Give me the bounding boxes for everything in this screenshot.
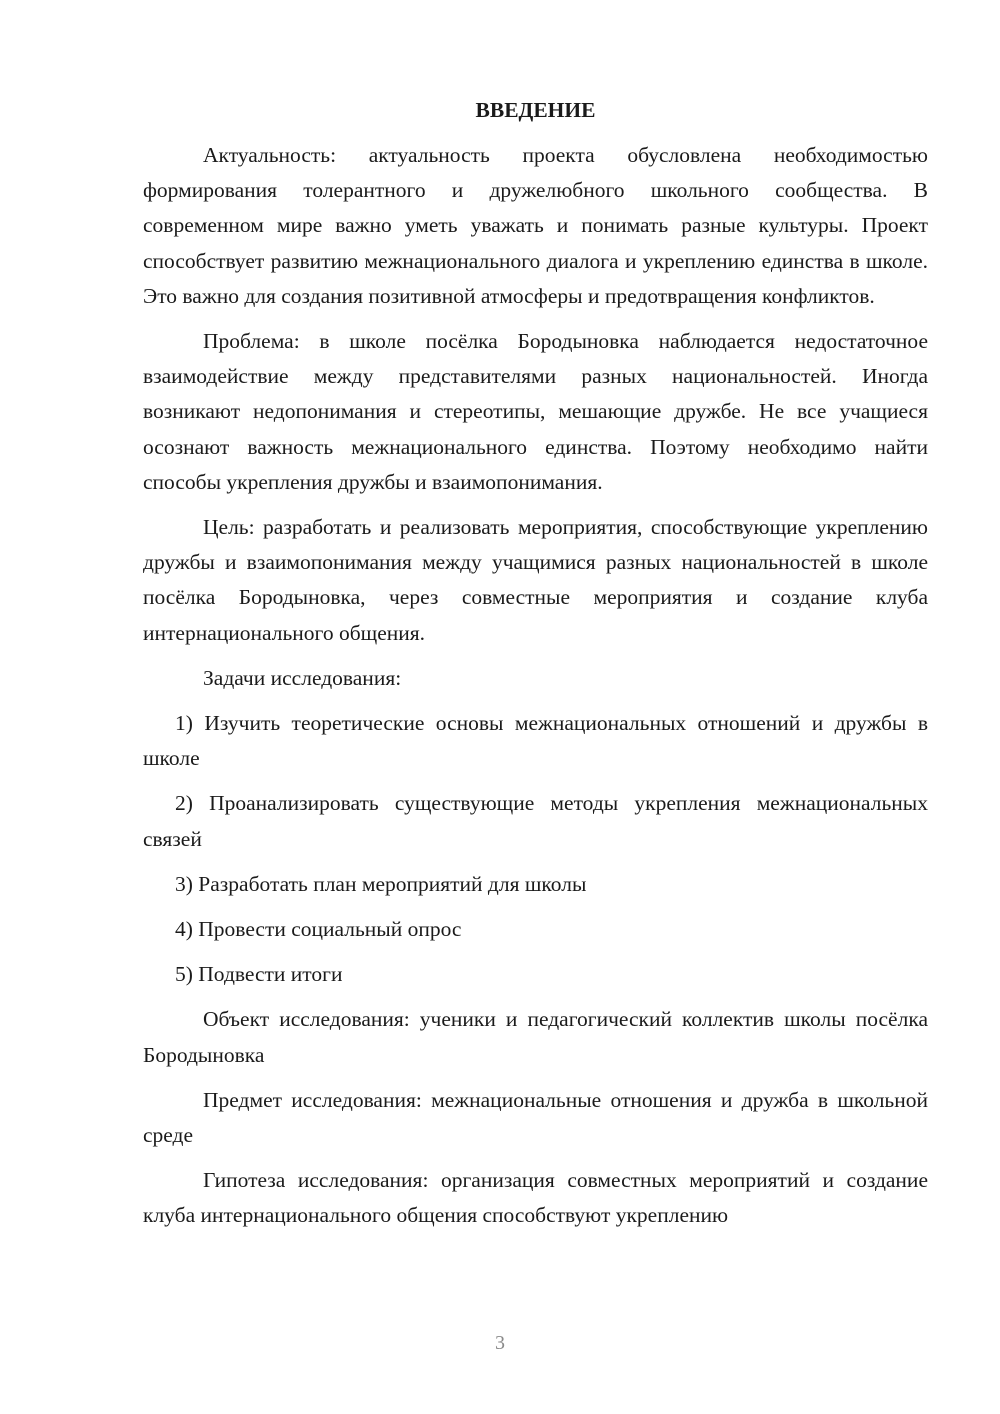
paragraph-relevance: Актуальность: актуальность проекта обусловлена необходимостью формирования толерантного и дружелюбного школьного сообщества. В современном мире важно уметь уважать и понимать разные культуры. Проект способствует развитию межнационального диалога и укреплению единства в школе. Это важно для создания позитивной атмосферы и предотвращения конфликтов. [143,143,928,308]
task-item-1: 1) Изучить теоретические основы межнациональных отношений и дружбы в школе [143,711,928,771]
section-heading: ВВЕДЕНИЕ [475,98,596,122]
paragraph-hypothesis: Гипотеза исследования: организация совместных мероприятий и создание клуба интернационального общения способствуют укреплению [143,1168,928,1228]
task-item-3: 3) Разработать план мероприятий для школы [175,871,587,896]
paragraph-tasks-heading: Задачи исследования: [203,665,402,690]
task-item-2: 2) Проанализировать существующие методы укрепления межнациональных связей [143,791,928,851]
page-number: 3 [495,1332,505,1354]
task-item-5: 5) Подвести итоги [175,962,343,987]
paragraph-subject: Предмет исследования: межнациональные отношения и дружба в школьной среде [143,1087,928,1148]
document-page [143,92,928,1234]
paragraph-goal: Цель: разработать и реализовать мероприятия, способствующие укреплению дружбы и взаимопонимания между учащимися разных национальностей в школе посёлка Бородыновка, через совместные мероприятия и создание клуба интернационального общения. [143,515,928,645]
paragraph-object: Объект исследования: ученики и педагогический коллектив школы посёлка Бородыновка [143,1007,928,1067]
paragraph-problem: Проблема: в школе посёлка Бородыновка наблюдается недостаточное взаимодействие между представителями разных национальностей. Иногда возникают недопонимания и стереотипы, мешающие дружбе. Не все учащиеся осознают важность межнационального единства. Поэтому необходимо найти способы укрепления дружбы и взаимопонимания. [143,329,928,494]
task-item-4: 4) Провести социальный опрос [175,917,462,942]
